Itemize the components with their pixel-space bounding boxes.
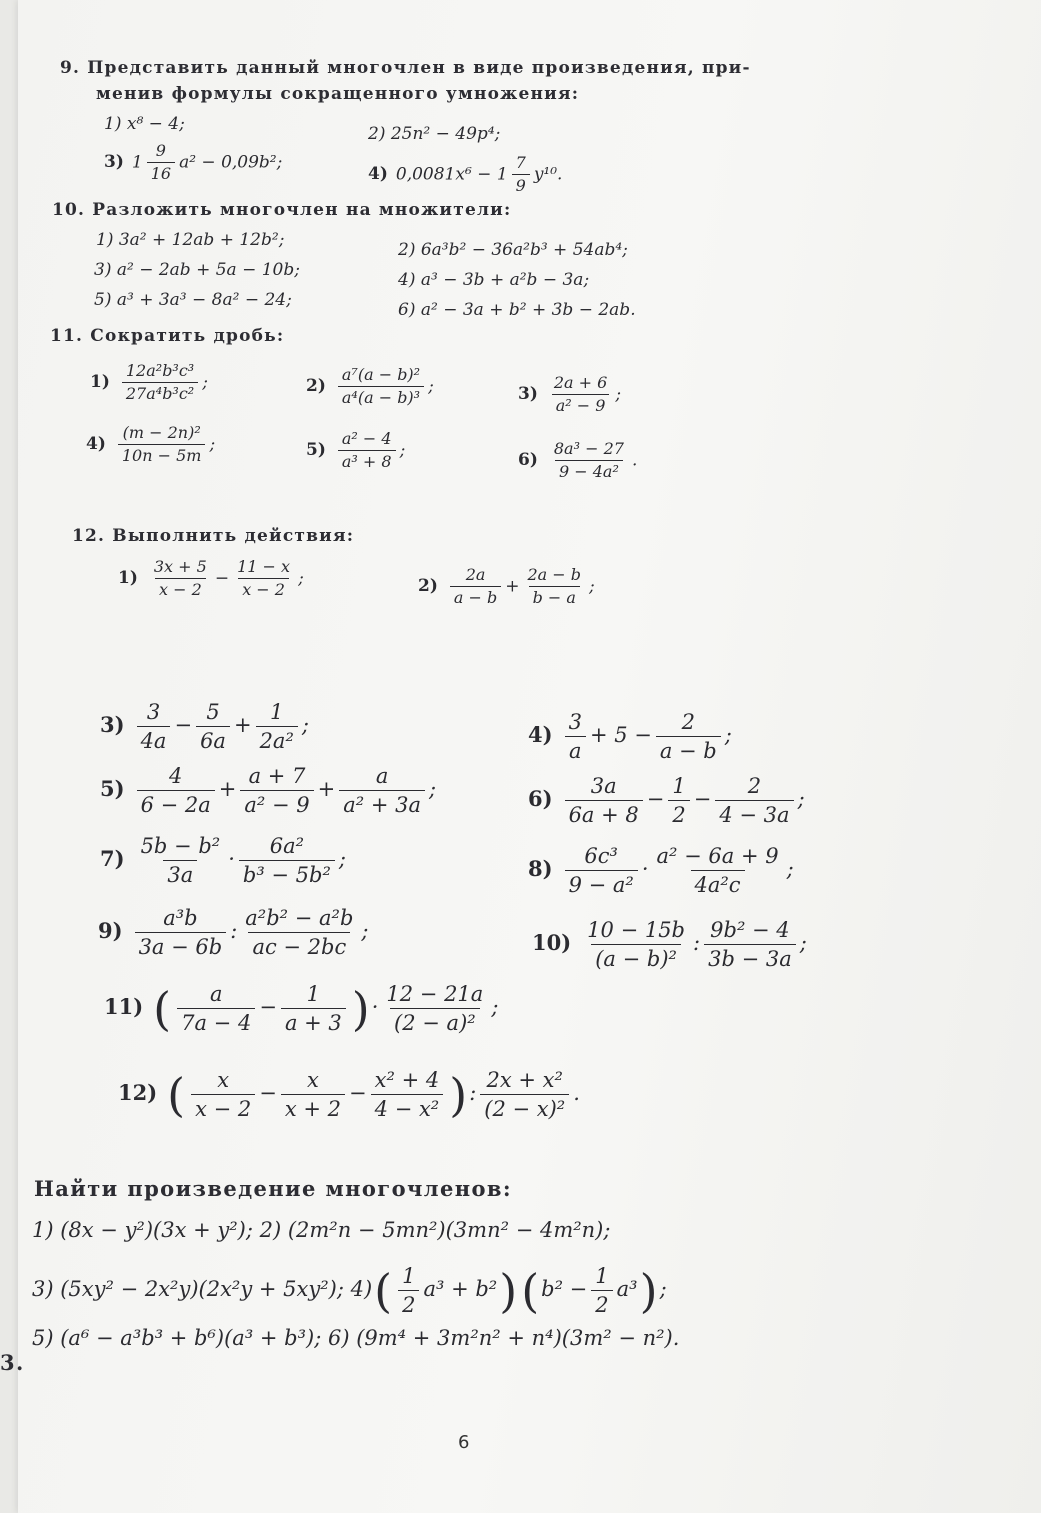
problem-10-item-6: 6) a² − 3a + b² + 3b − 2ab. [398, 300, 636, 320]
problem-12-expr-6: 6) $\frac{3a}{6a + 8}$ − $\frac{1}{2}$ − $\frac{2}{4 - 3a}$ ; [528, 774, 805, 828]
problem-10-title: 10. Разложить многочлен на множители: [52, 200, 512, 220]
problem-12-expr-12: 12) ( $\frac{x}{x - 2}$ − $\frac{x}{x + 2}$ − $\frac{\text{x² + 4}}{\text{4 − x²}}$ ): $\frac{\text{2x + x²}}{\text{(2 − x)²}}$ . [118, 1067, 580, 1122]
problem-11-item-5: 5) $\frac{\text{a² − 4}}{\text{a³ + 8}}$ ; [306, 429, 406, 472]
problem-9-item-4: 4) 0,0081x⁶ − 1 $\frac{7}{9}$ y¹⁰. [368, 153, 563, 196]
section-3-line-3: 5) (a⁶ − a³b³ + b⁶)(a³ + b³); 6) (9m⁴ + 3m²n² + n⁴)(3m² − n²). [32, 1326, 680, 1350]
problem-11-item-4: 4) $\frac{\text{(m − 2n)²}}{10n - 5m}$ ; [86, 423, 216, 466]
problem-11-item-1: 1) $\frac{\text{12a²b³c³}}{\text{27a⁴b³c²}}$ ; [90, 361, 208, 404]
problem-10-item-3: 3) a² − 2ab + 5a − 10b; [94, 260, 300, 280]
problem-11-item-2: 2) $\frac{\text{a⁷(a − b)²}}{\text{a⁴(a − b)³}}$ ; [306, 365, 434, 408]
problem-12-title: 12. Выполнить действия: [72, 526, 355, 546]
problem-12-expr-4: 4) $\frac{3}{a}$ + 5 − $\frac{2}{a - b}$ ; [528, 710, 732, 764]
problem-12-expr-2: 2) $\frac{2a}{a - b}$ + $\frac{2a - b}{b - a}$ ; [418, 565, 595, 608]
problem-9-title-line1: 9. Представить данный многочлен в виде произведения, при- [60, 58, 751, 78]
problem-10-item-5: 5) a³ + 3a³ − 8a² − 24; [94, 290, 292, 310]
problem-9-item-3: 3) 1 $\frac{9}{16}$ a² − 0,09b²; [104, 141, 283, 184]
problem-11-item-3: 3) $\frac{2a + 6}{\text{a² − 9}}$ ; [518, 373, 622, 416]
problem-10-item-2: 2) 6a³b² − 36a²b³ + 54ab⁴; [398, 240, 628, 260]
problem-12-expr-1: 1) $\frac{3x + 5}{x - 2}$ − $\frac{11 - x}{x - 2}$ ; [118, 557, 304, 600]
problem-12-expr-8: 8) $\frac{\text{6c³}}{\text{9 − a²}}$ · $\frac{\text{a² − 6a + 9}}{\text{4a²c}}$ ; [528, 844, 794, 898]
problem-12-expr-3: 3) $\frac{3}{4a}$ − $\frac{5}{6a}$ + $\frac{1}{\text{2a²}}$ ; [100, 700, 309, 754]
page-number: 6 [458, 1432, 470, 1453]
problem-10-item-1: 1) 3a² + 12ab + 12b²; [96, 230, 285, 250]
margin-label: 3. [0, 1350, 25, 1375]
problem-12-expr-10: 10) $\frac{10 - 15b}{\text{(a − b)²}}$ : $\frac{\text{9b² − 4}}{3b - 3a}$ ; [532, 918, 807, 972]
section-3-line-1: 1) (8x − y²)(3x + y²); 2) (2m²n − 5mn²)(3mn² − 4m²n); [32, 1218, 611, 1242]
problem-9-title-line2: менив формулы сокращенного умножения: [96, 84, 580, 104]
section-3-title: Найти произведение многочленов: [34, 1176, 513, 1201]
problem-12-expr-7: 7) $\frac{\text{5b − b²}}{3a}$ · $\frac{\text{6a²}}{\text{b³ − 5b²}}$ ; [100, 834, 346, 888]
problem-10-item-4: 4) a³ − 3b + a²b − 3a; [398, 270, 590, 290]
problem-9-item-2: 2) 25n² − 49p⁴; [368, 124, 501, 144]
problem-12-expr-5: 5) $\frac{4}{6 - 2a}$ + $\frac{a + 7}{\text{a² − 9}}$ + $\frac{a}{\text{a² + 3a}}$ ; [100, 764, 437, 818]
worksheet-page [18, 0, 1041, 1513]
problem-12-expr-9: 9) $\frac{\text{a³b}}{3a - 6b}$ : $\frac{\text{a²b² − a²b}}{ac - 2bc}$ ; [98, 906, 369, 960]
problem-11-title: 11. Сократить дробь: [50, 326, 285, 346]
problem-12-expr-11: 11) ( $\frac{a}{7a - 4}$ − $\frac{1}{a + 3}$ )· $\frac{12 - 21a}{\text{(2 − a)²}}$ ; [104, 981, 499, 1036]
problem-11-item-6: 6) $\frac{\text{8a³ − 27}}{\text{9 − 4a²}}$ . [518, 439, 638, 482]
problem-9-item-1: 1) x⁸ − 4; [104, 114, 185, 134]
section-3-line-2: 3) (5xy² − 2x²y)(2x²y + 5xy²); 4)( $\frac{1}{2}$ a³ + b²)(b² − $\frac{1}{2}$ a³); [32, 1263, 667, 1318]
